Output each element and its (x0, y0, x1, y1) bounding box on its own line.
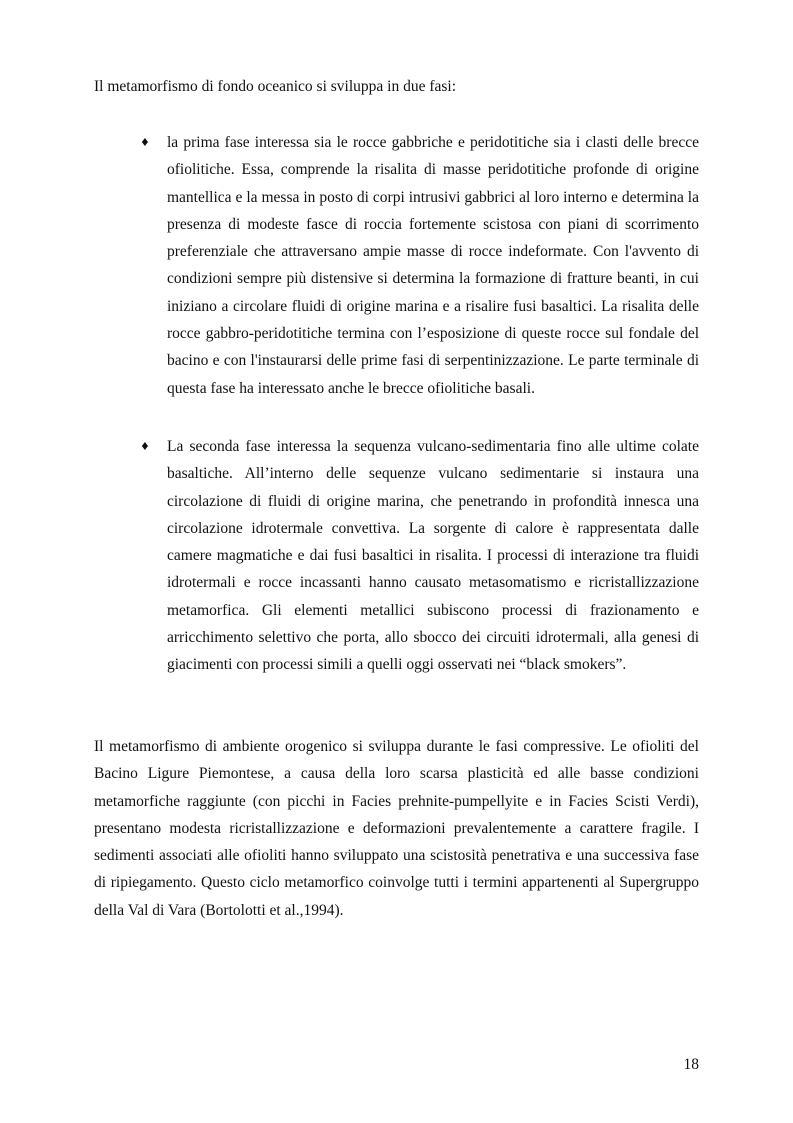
diamond-bullet-icon: ♦ (140, 136, 150, 149)
bullet-text: La seconda fase interessa la sequenza vulcano-sedimentaria fino alle ultime colate basaltiche. All’interno delle sequenze vulcano sedimentarie si instaura una circolazione di fluidi di origine marina, che penetrando in profondità innesca una circolazione idrotermale convettiva. La sorgente di calore è rappresentata dalle camere magmatiche e dai fusi basaltici in risalita. I processi di interazione tra fluidi idrotermali e rocce incassanti hanno causato metasomatismo e ricristallizzazione metamorfica. Gli elementi metallici subiscono processi di frazionamento e arricchimento selettivo che porta, allo sbocco dei circuiti idrotermali, alla genesi di giacimenti con processi simili a quelli oggi osservati nei “black smokers”. (167, 438, 699, 674)
closing-paragraph: Il metamorfismo di ambiente orogenico si sviluppa durante le fasi compressive. Le ofioliti del Bacino Ligure Piemontese, a causa della loro scarsa plasticità ed alle basse condizioni metamorfiche raggiunte (con picchi in Facies prehnite-pumpellyite e in Facies Scisti Verdi), presentano modesta ricristallizzazione e deformazioni prevalentemente a carattere fragile. I sedimenti associati alle ofioliti hanno sviluppato una scistosità penetrativa e una successiva fase di ripiegamento. Questo ciclo metamorfico coinvolge tutti i termini appartenenti al Supergruppo della Val di Vara (Bortolotti et al.,1994). (94, 738, 699, 919)
page-number: 18 (683, 1056, 699, 1073)
bullet-text: la prima fase interessa sia le rocce gabbriche e peridotitiche sia i clasti delle brecce ofiolitiche. Essa, comprende la risalita di masse peridotitiche profonde di origine mantellica e la messa in posto di corpi intrusivi gabbrici al loro interno e determina la presenza di modeste fasce di roccia fortemente scistosa con piani di scorrimento preferenziale che attraversano ampie masse di rocce indeformate. Con l'avvento di condizioni sempre più distensive si determina la formazione di fratture beanti, in cui iniziano a circolare fluidi di origine marina e a risalire fusi basaltici. La risalita delle rocce gabbro-peridotitiche termina con l’esposizione di queste rocce sul fondale del bacino e con l'instaurarsi delle prime fasi di serpentinizzazione. Le parte terminale di questa fase ha interessato anche le brecce ofiolitiche basali. (167, 134, 699, 397)
intro-paragraph: Il metamorfismo di fondo oceanico si sviluppa in due fasi: (94, 78, 457, 95)
diamond-bullet-icon: ♦ (140, 440, 150, 453)
